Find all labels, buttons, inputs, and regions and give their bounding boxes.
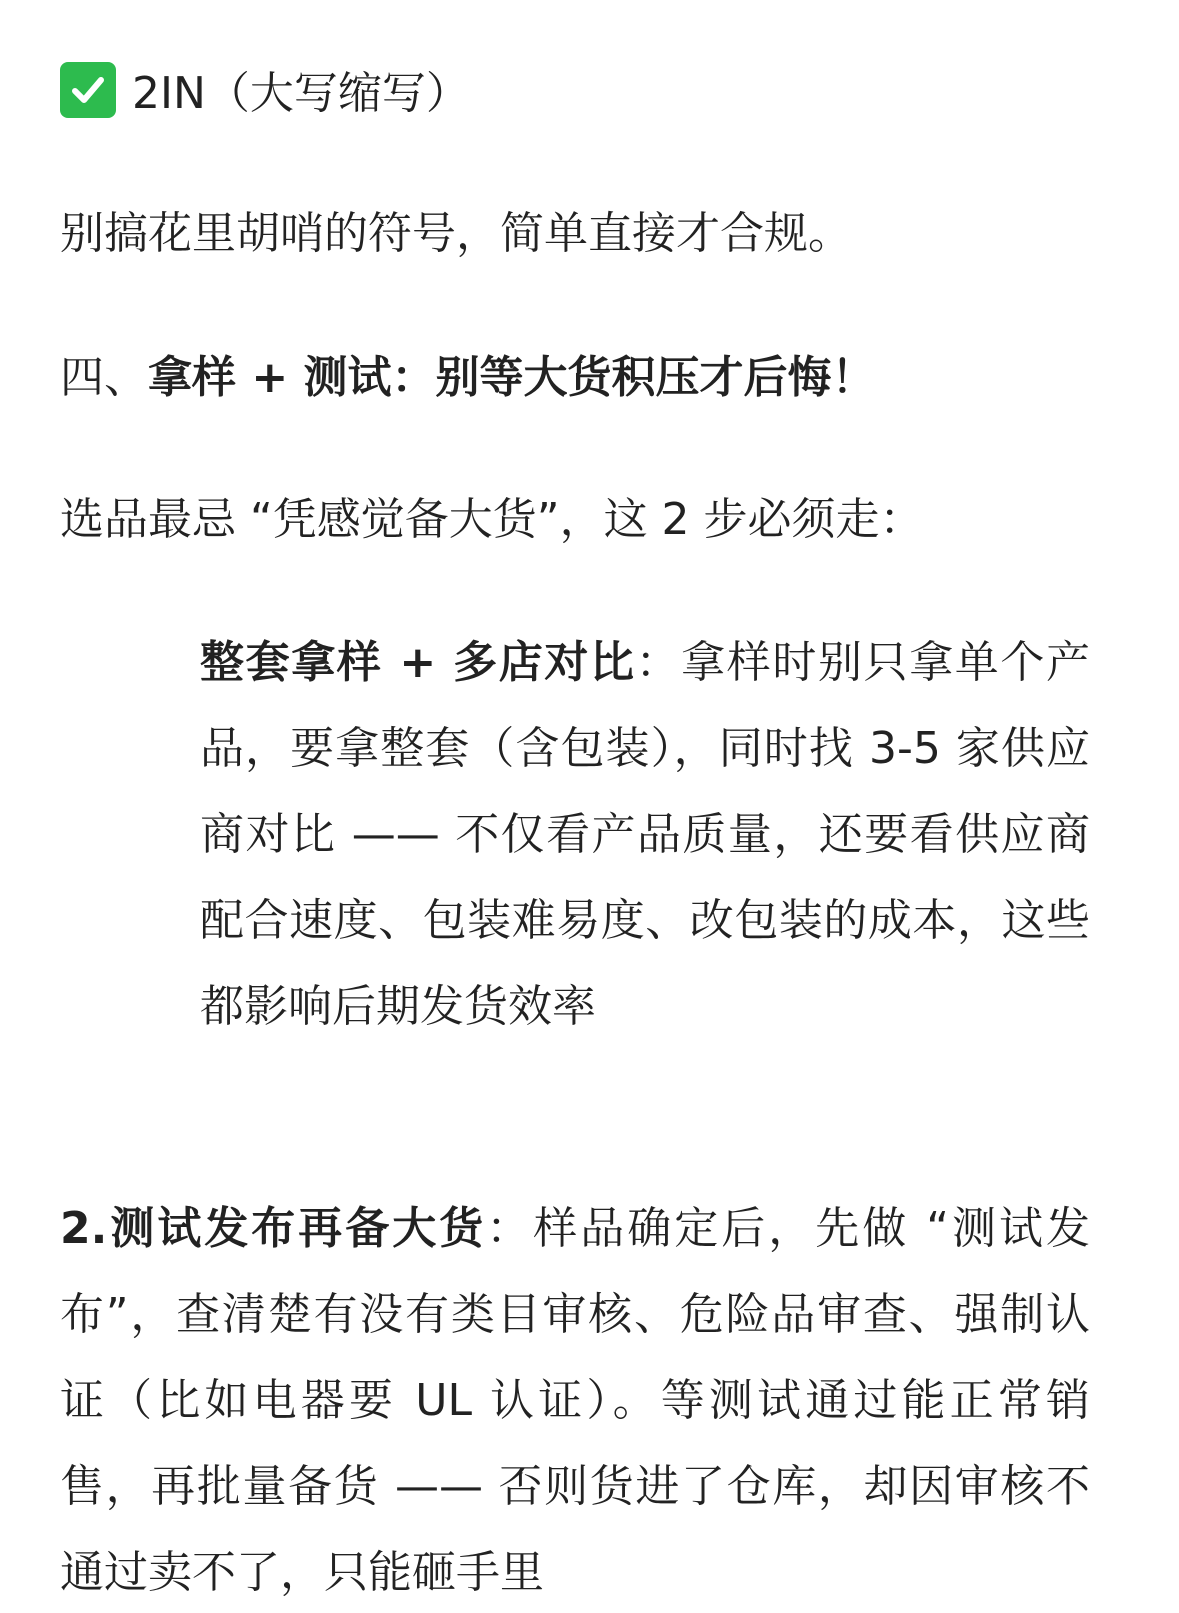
step-1-paragraph [200, 620, 1090, 1050]
section-4-prefix: 四、 [60, 352, 148, 403]
step-2-body: ：样品确定后，先做 “测试发布”，查清楚有没有类目审核、危险品审查、强制认证（比如电器要 UL 认证）。等测试通过能正常销售，再批量备货 —— 否则货进了仓库，却因审核不通过卖不了，只能砸手里 [60, 1203, 1090, 1598]
step-2-paragraph [60, 1186, 1090, 1613]
intro-text: 选品最忌 “凭感觉备大货”，这 2 步必须走： [60, 494, 924, 545]
step-2-title: 2.测试发布再备大货 [60, 1203, 487, 1254]
step-1-title: 整套拿样 + 多店对比 [200, 637, 636, 688]
para-symbols: 别搞花里胡哨的符号，简单直接才合规。 [60, 208, 852, 259]
check-mark-button-icon [60, 62, 116, 118]
step-1-body: ：拿样时别只拿单个产品，要拿整套（含包装），同时找 3-5 家供应商对比 —— 不仅看产品质量，还要看供应商配合速度、包装难易度、改包装的成本，这些都影响后期发货效率 [200, 637, 1091, 1032]
item-2in-text: 2IN（大写缩写） [132, 68, 470, 119]
section-4-heading [60, 348, 876, 408]
item-2in [60, 62, 470, 124]
section-4-title: 拿样 + 测试：别等大货积压才后悔！ [148, 352, 876, 403]
